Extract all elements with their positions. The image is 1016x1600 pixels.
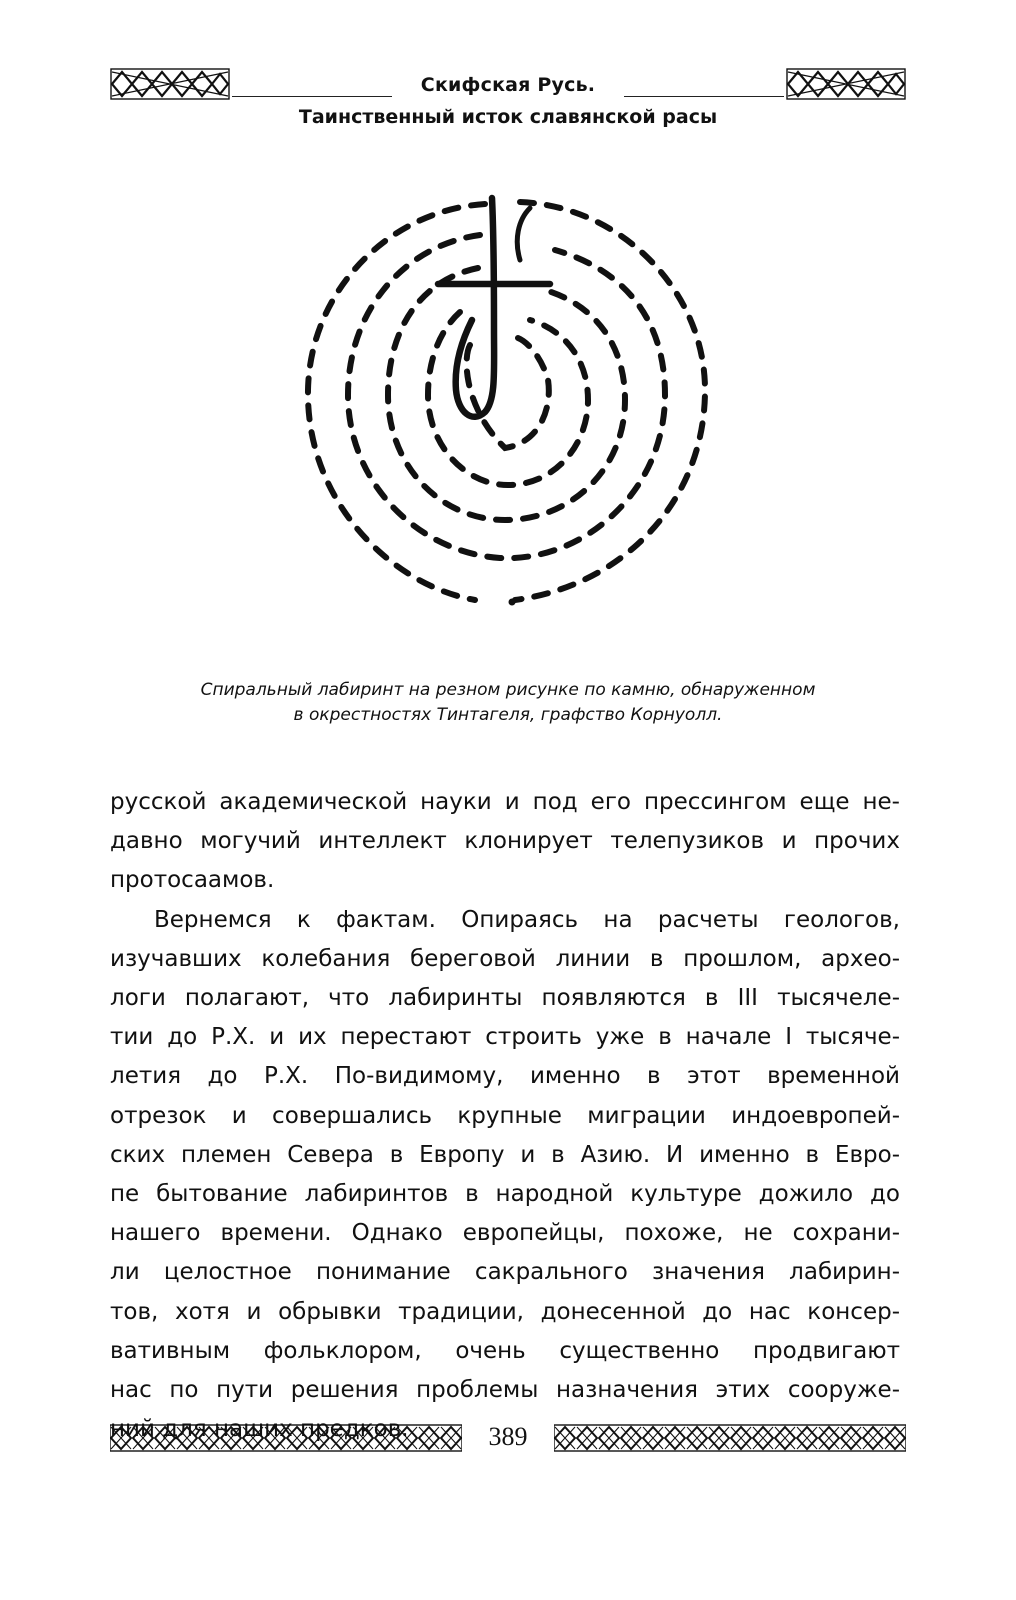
figure-caption (120, 678, 896, 728)
text-line: ли целостное понимание сакрального значения лабирин- (110, 1259, 900, 1286)
paragraph-1 (110, 783, 900, 901)
text-line: нашего времени. Однако европейцы, похоже, не сохрани- (110, 1220, 900, 1247)
text-line: отрезок и совершались крупные миграции индоевропей- (110, 1102, 900, 1129)
text-line: протосаамов. (110, 867, 275, 894)
header-rule-right (624, 96, 784, 97)
text-line: тов, хотя и обрывки традиции, донесенной до нас консер- (110, 1298, 900, 1325)
text-line: вативным фольклором, очень существенно продвигают (110, 1337, 900, 1364)
ornament-right-icon (786, 66, 906, 102)
text-line: нас по пути решения проблемы назначения этих сооруже- (110, 1377, 900, 1404)
text-line: давно могучий интеллект клонирует телепузиков и прочих (110, 828, 900, 855)
body-text (110, 783, 900, 1449)
text-line: логи полагают, что лабиринты появляются в III тысячеле- (110, 985, 900, 1012)
text-line: изучавших колебания береговой линии в прошлом, архео- (110, 945, 900, 972)
text-line: ских племен Севера в Европу и в Азию. И именно в Евро- (110, 1141, 900, 1168)
footer-ornament-right-icon (554, 1424, 906, 1452)
caption-line: в окрестностях Тинтагеля, графство Корнуолл. (293, 705, 723, 725)
text-line: летия до Р.Х. По-видимому, именно в этот временной (110, 1063, 900, 1090)
header-title: Скифская Русь. (420, 74, 596, 96)
text-line: русской академической науки и под его прессингом еще не- (110, 789, 900, 815)
header-rule-left (232, 96, 392, 97)
text-line: Вернемся к фактам. Опираясь на расчеты геологов, (154, 906, 900, 933)
text-line: пе бытование лабиринтов в народной культуре дожило до (110, 1181, 900, 1208)
page-number: 389 (488, 1422, 528, 1451)
page-footer (110, 1420, 906, 1460)
text-line: тии до Р.Х. и их перестают строить уже в начале I тысяче- (110, 1024, 900, 1051)
caption-line: Спиральный лабиринт на резном рисунке по камню, обнаруженном (200, 680, 816, 700)
paragraph-2 (110, 901, 900, 1450)
running-header (110, 66, 906, 136)
header-subtitle: Таинственный исток славянской расы (298, 106, 718, 128)
spiral-labyrinth-icon (280, 180, 740, 630)
